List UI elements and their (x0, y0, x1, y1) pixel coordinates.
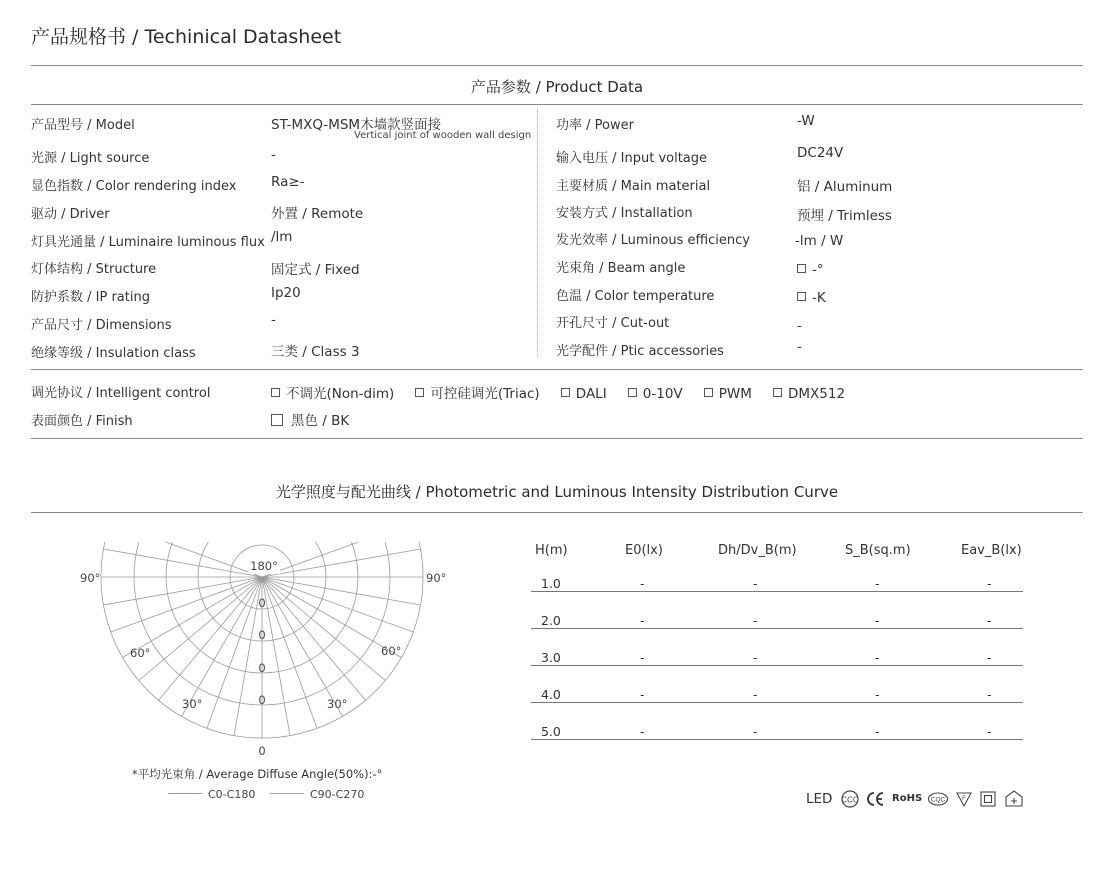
spec-label-power: 功率 / Power (556, 118, 634, 133)
spec-value-ip-rating: Ip20 (271, 285, 301, 301)
table-cell: - (987, 613, 992, 628)
spec-value-beam-angle: -° (797, 262, 824, 278)
polar-radial-value: 0 (258, 661, 266, 675)
cqc-icon (927, 788, 949, 810)
spec-value-power: -W (797, 113, 815, 129)
table-cell: - (640, 650, 645, 665)
control-label: 调光协议 / Intelligent control (31, 386, 211, 401)
row-divider (531, 665, 1023, 666)
option-non-dim[interactable]: 不调光(Non-dim) (271, 382, 394, 402)
table-cell: 3.0 (541, 650, 561, 665)
spec-value-luminous-efficiency: -lm / W (795, 233, 844, 249)
svg-text:CCC: CCC (841, 795, 859, 805)
spec-label-installation: 安装方式 / Installation (556, 206, 693, 221)
spec-value-installation: 预埋 / Trimless (797, 208, 892, 224)
checkbox-icon (561, 388, 570, 397)
spec-label-main-material: 主要材质 / Main material (556, 179, 711, 194)
spec-value-color-temperature: -K (797, 290, 826, 306)
table-header: E0(lx) (625, 543, 663, 558)
table-cell: - (875, 650, 880, 665)
spec-label-luminous-efficiency: 发光效率 / Luminous efficiency (556, 233, 750, 248)
spec-label-cri: 显色指数 / Color rendering index (31, 179, 237, 194)
checkbox-icon (704, 388, 713, 397)
table-cell: - (875, 576, 880, 591)
spec-label-driver: 驱动 / Driver (31, 207, 110, 222)
table-cell: - (987, 576, 992, 591)
row-divider (531, 702, 1023, 703)
polar-label-60-left: 60° (130, 646, 151, 660)
spec-value-optic-accessories: - (797, 339, 802, 355)
spec-value-cri: Ra≥- (271, 174, 305, 190)
rohs-mark: RoHS (892, 793, 923, 804)
row-divider (531, 628, 1023, 629)
legend-c0-c180: C0-C180 (168, 788, 255, 801)
table-header: S_B(sq.m) (845, 543, 911, 558)
table-cell: 1.0 (541, 576, 561, 591)
polar-label-60-right: 60° (381, 644, 402, 658)
table-cell: - (753, 724, 758, 739)
spec-value-driver: 外置 / Remote (271, 206, 364, 222)
finish-label: 表面颜色 / Finish (31, 414, 133, 429)
diffuse-angle-note: *平均光束角 / Average Diffuse Angle(50%):-° (132, 767, 383, 781)
spec-value-luminous-flux: /lm (271, 229, 293, 245)
table-cell: - (987, 687, 992, 702)
table-cell: - (875, 687, 880, 702)
spec-label-dimensions: 产品尺寸 / Dimensions (31, 318, 172, 333)
table-cell: - (875, 613, 880, 628)
spec-label-light-source: 光源 / Light source (31, 151, 150, 166)
spec-label-luminous-flux: 灯具光通量 / Luminaire luminous flux (31, 235, 265, 250)
spec-label-beam-angle: 光束角 / Beam angle (556, 261, 686, 276)
product-data-title: 产品参数 / Product Data (470, 78, 644, 96)
ccc-icon (840, 788, 860, 810)
checkbox-icon (628, 388, 637, 397)
option-0-10v[interactable]: 0-10V (628, 386, 683, 402)
indoor-use-icon (1003, 788, 1025, 810)
spec-value-cut-out: - (797, 318, 802, 334)
polar-label-90-left: 90° (80, 571, 101, 585)
table-cell: 5.0 (541, 724, 561, 739)
spec-label-optic-accessories: 光学配件 / Ptic accessories (556, 344, 724, 359)
spec-value-input-voltage: DC24V (797, 145, 844, 161)
f-mark-icon (955, 788, 973, 810)
table-cell: - (640, 613, 645, 628)
spec-label-cut-out: 开孔尺寸 / Cut-out (556, 316, 670, 331)
polar-radial-value: 0 (258, 628, 266, 642)
document-title: 产品规格书 / Techinical Datasheet (31, 26, 342, 48)
spec-label-model: 产品型号 / Model (31, 118, 135, 133)
row-divider (531, 591, 1023, 592)
spec-value-insulation: 三类 / Class 3 (271, 344, 360, 360)
spec-value-light-source: - (271, 147, 276, 163)
table-cell: - (875, 724, 880, 739)
spec-value-model-sub: Vertical joint of wooden wall design (354, 130, 532, 141)
table-cell: 4.0 (541, 687, 561, 702)
option-dmx512[interactable]: DMX512 (773, 386, 845, 402)
ce-icon (866, 788, 886, 810)
legend-line (168, 793, 202, 794)
polar-radial-value: 0 (258, 596, 266, 610)
table-cell: - (640, 576, 645, 591)
table-cell: - (753, 650, 758, 665)
spec-value-main-material: 铝 / Aluminum (797, 179, 893, 195)
table-cell: - (640, 687, 645, 702)
checkbox-icon (773, 388, 782, 397)
spec-label-structure: 灯体结构 / Structure (31, 262, 157, 277)
spec-label-color-temperature: 色温 / Color temperature (556, 289, 715, 304)
table-header: H(m) (535, 543, 568, 558)
polar-diagram (0, 0, 540, 872)
spec-label-input-voltage: 输入电压 / Input voltage (556, 151, 708, 166)
spec-label-insulation: 绝缘等级 / Insulation class (31, 346, 196, 361)
table-header: Dh/Dv_B(m) (718, 543, 797, 558)
class-ii-icon (979, 788, 997, 810)
polar-radial-value: 0 (258, 744, 266, 758)
spec-label-ip-rating: 防护系数 / IP rating (31, 290, 150, 305)
option-dali[interactable]: DALI (561, 386, 607, 402)
legend-c90-c270: C90-C270 (270, 788, 364, 801)
finish-value[interactable]: 黑色 / BK (271, 409, 349, 429)
table-cell: - (753, 687, 758, 702)
svg-text:F: F (962, 796, 966, 802)
polar-label-180: 180° (250, 559, 278, 573)
spec-value-dimensions: - (271, 312, 276, 328)
table-cell: - (753, 576, 758, 591)
polar-label-30-right: 30° (327, 697, 348, 711)
photometric-title: 光学照度与配光曲线 / Photometric and Luminous Intensity Distribution Curve (275, 483, 839, 501)
spec-value-model: ST-MXQ-MSM木墙款竖面接 (271, 117, 442, 133)
table-cell: - (987, 724, 992, 739)
table-cell: - (753, 613, 758, 628)
row-divider (531, 739, 1023, 740)
polar-label-90-right: 90° (426, 571, 447, 585)
table-cell: - (987, 650, 992, 665)
led-mark: LED (806, 791, 833, 807)
svg-text:CQC: CQC (930, 796, 946, 804)
spec-value-structure: 固定式 / Fixed (271, 262, 360, 278)
legend-line (270, 793, 304, 794)
polar-radial-value: 0 (258, 693, 266, 707)
polar-label-30-left: 30° (182, 697, 203, 711)
option-triac[interactable]: 可控硅调光(Triac) (415, 382, 539, 402)
option-pwm[interactable]: PWM (704, 386, 752, 402)
table-cell: 2.0 (541, 613, 561, 628)
table-header: Eav_B(lx) (961, 543, 1022, 558)
table-cell: - (640, 724, 645, 739)
